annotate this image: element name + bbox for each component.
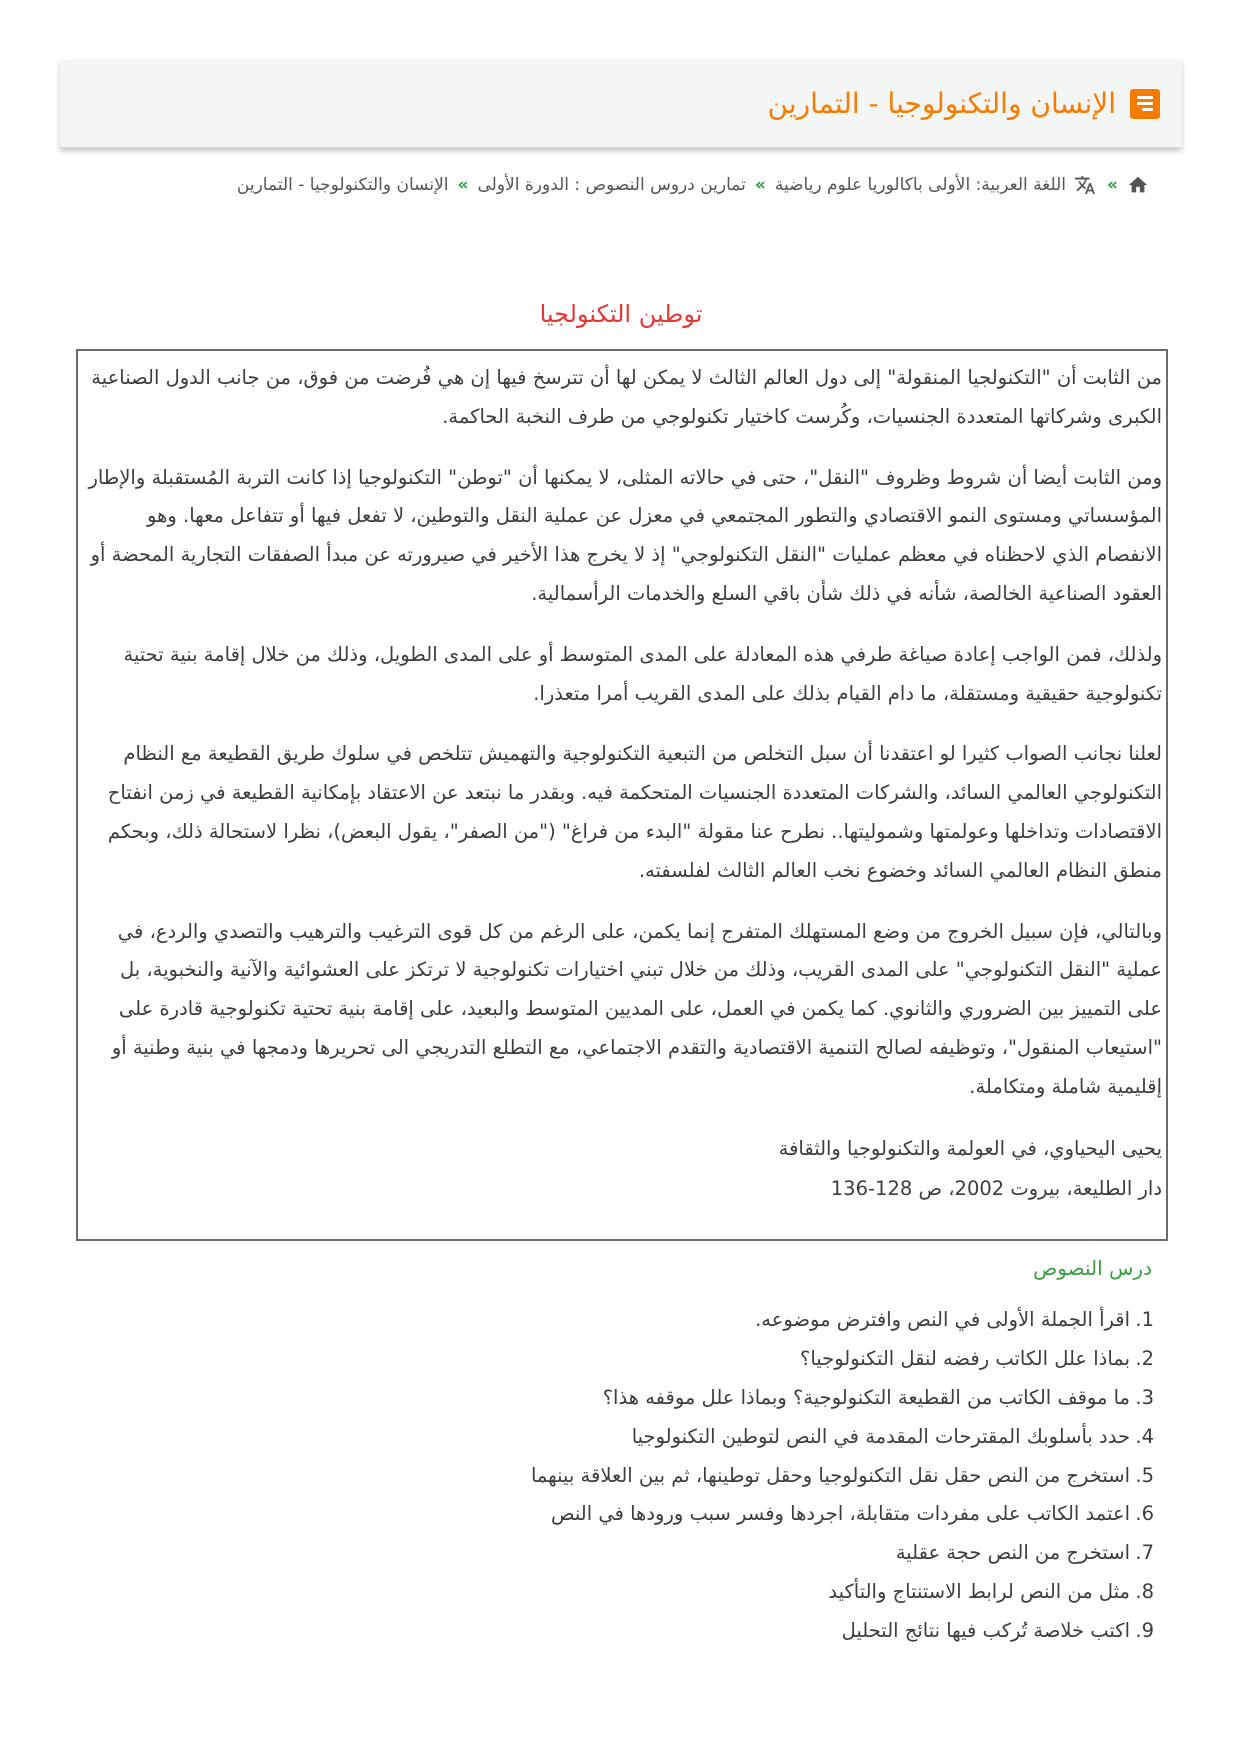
list-item bbox=[200, 1573, 1154, 1612]
document-icon bbox=[1130, 89, 1160, 119]
list-item bbox=[200, 1379, 1154, 1418]
breadcrumb-item-text-exercises[interactable]: تمارين دروس النصوص : الدورة الأولى bbox=[477, 175, 746, 195]
item-text: مثل من النص لرابط الاستنتاج والتأكيد bbox=[828, 1580, 1130, 1604]
list-item bbox=[200, 1340, 1154, 1379]
item-number: 9. bbox=[1135, 1619, 1154, 1643]
breadcrumb-separator: » bbox=[457, 175, 469, 195]
item-number: 6. bbox=[1135, 1502, 1154, 1526]
item-text: ما موقف الكاتب من القطيعة التكنولوجية؟ وبماذا علل موقفه هذا؟ bbox=[602, 1385, 1130, 1409]
translate-icon bbox=[1072, 174, 1098, 196]
item-number: 2. bbox=[1135, 1346, 1154, 1370]
item-number: 3. bbox=[1135, 1385, 1154, 1409]
list-item bbox=[200, 1418, 1154, 1457]
item-number: 7. bbox=[1135, 1541, 1154, 1565]
list-item bbox=[200, 1534, 1154, 1573]
item-text: حدد بأسلوبك المقترحات المقدمة في النص لتوطين التكنولوجيا bbox=[631, 1424, 1130, 1448]
text-paragraph: من الثابت أن "التكنولجيا المنقولة" إلى دول العالم الثالث لا يمكن لها أن تترسخ فيها إن هي فُرضت من فوق، من جانب الدول الصناعية الكبرى وشركاتها المتعددة الجنسيات، وكُرست كاختيار تكنولوجي من طرف النخبة الحاكمة. bbox=[91, 366, 1162, 428]
item-text: استخرج من النص حجة عقلية bbox=[895, 1541, 1130, 1565]
list-item bbox=[200, 1612, 1154, 1651]
item-text: اكتب خلاصة تُركب فيها نتائج التحليل bbox=[841, 1619, 1130, 1643]
item-text: اعتمد الكاتب على مفردات متقابلة، اجردها وفسر سبب ورودها في النص bbox=[551, 1502, 1130, 1526]
text-paragraph: ولذلك، فمن الواجب إعادة صياغة طرفي هذه المعادلة على المدى المتوسط أو على المدى الطويل، وذلك من خلال إقامة بنية تحتية تكنولوجية حقيقية ومستقلة، ما دام القيام بذلك على المدى القريب أمرا متعذرا. bbox=[123, 642, 1162, 705]
item-number: 4. bbox=[1135, 1424, 1154, 1448]
item-text: بماذا علل الكاتب رفضه لنقل التكنولوجيا؟ bbox=[799, 1346, 1130, 1370]
text-paragraph: وبالتالي، فإن سبيل الخروج من وضع المستهلك المتفرج إنما يكمن، على الرغم من كل قوى الترغيب والترهيب والتصدي والردع، في عملية "النقل التكنولوجي" على المدى القريب، وذلك من خلال تبني اختيارات تكنولوجية لا ترتكز على العشوائية والآنية والنخبوية، بل على التمييز بين الضروري والثانوي. كما يكمن في العمل، على المديين المتوسط والبعيد، على إقامة بنية تحتية تكنولوجية قادرة على "استيعاب المنقول"، وتوظيفه لصالح التنمية الاقتصادية والتقدم الاجتماعي، مع التطلع التدريجي الى تحريرها ودمجها في بنية وطنية أو إقليمية شاملة ومتكاملة. bbox=[111, 919, 1162, 1098]
text-paragraph: لعلنا نجانب الصواب كثيرا لو اعتقدنا أن سبل التخلص من التبعية التكنولوجية والتهميش تتلخص في سلوك طريق القطيعة مع النظام التكنولوجي العالمي السائد، والشركات المتعددة الجنسيات المتحكمة فيه. وبقدر ما نبتعد عن الاعتقاد بإمكانية القطيعة في زمن انفتاح الاقتصادات وتداخلها وعولمتها وشموليتها.. نطرح عنا مقولة "البدء من فراغ" ("من الصفر"، يقول البعض)، نظرا لاستحالة ذلك، وبحكم منطق النظام العالمي السائد وخضوع نخب العالم الثالث لفلسفته. bbox=[107, 742, 1162, 882]
source-author: يحيى اليحياوي، في العولمة والتكنولوجيا والثقافة bbox=[778, 1136, 1162, 1160]
item-number: 8. bbox=[1135, 1580, 1154, 1604]
breadcrumb-item-arabic-course[interactable]: اللغة العربية: الأولى باكالوريا علوم رياضية bbox=[774, 175, 1067, 195]
page-title: الإنسان والتكنولوجيا - التمارين bbox=[767, 87, 1116, 120]
text-title: توطين التكنولجيا bbox=[539, 300, 703, 328]
source-publisher: دار الطليعة، بيروت 2002، ص 128-136 bbox=[830, 1176, 1162, 1200]
text-paragraph: ومن الثابت أيضا أن شروط وظروف "النقل"، حتى في حالاته المثلى، لا يمكنها أن "توطن" التكنولوجيا إذا كانت التربة المُستقبلة والإطار المؤسساتي ومستوى النمو الاقتصادي والتطور المجتمعي في معزل عن عملية النقل والتوطين، لا تفعل فيها أو تتفاعل معها. وهو الانفصام الذي لاحظناه في معظم عمليات "النقل التكنولوجي" إذ لا يخرج هذا الأخير في صيرورته عن مبدأ الصفقات التجارية المحضة أو العقود الصناعية الخالصة، شأنه في ذلك شأن باقي السلع والخدمات الرأسمالية. bbox=[88, 465, 1162, 605]
exercise-list bbox=[200, 1301, 1154, 1651]
exercises-title: درس النصوص bbox=[1033, 1256, 1152, 1280]
list-item bbox=[200, 1457, 1154, 1496]
reading-text-box bbox=[76, 349, 1168, 1241]
list-item bbox=[200, 1301, 1154, 1340]
text-source bbox=[88, 1129, 1162, 1209]
page-header bbox=[60, 60, 1182, 148]
breadcrumb-separator: » bbox=[1107, 175, 1118, 195]
home-icon[interactable] bbox=[1127, 174, 1149, 196]
item-number: 1. bbox=[1135, 1308, 1154, 1331]
item-text: استخرج من النص حقل نقل التكنولوجيا وحقل توطينها، ثم بين العلاقة بينهما bbox=[530, 1463, 1130, 1487]
breadcrumb-separator: » bbox=[754, 175, 766, 195]
breadcrumb bbox=[60, 168, 1149, 202]
item-number: 5. bbox=[1135, 1463, 1154, 1487]
list-item bbox=[200, 1495, 1154, 1534]
breadcrumb-item-current: الإنسان والتكنولوجيا - التمارين bbox=[236, 175, 449, 195]
item-text: اقرأ الجملة الأولى في النص وافترض موضوعه. bbox=[755, 1308, 1130, 1331]
